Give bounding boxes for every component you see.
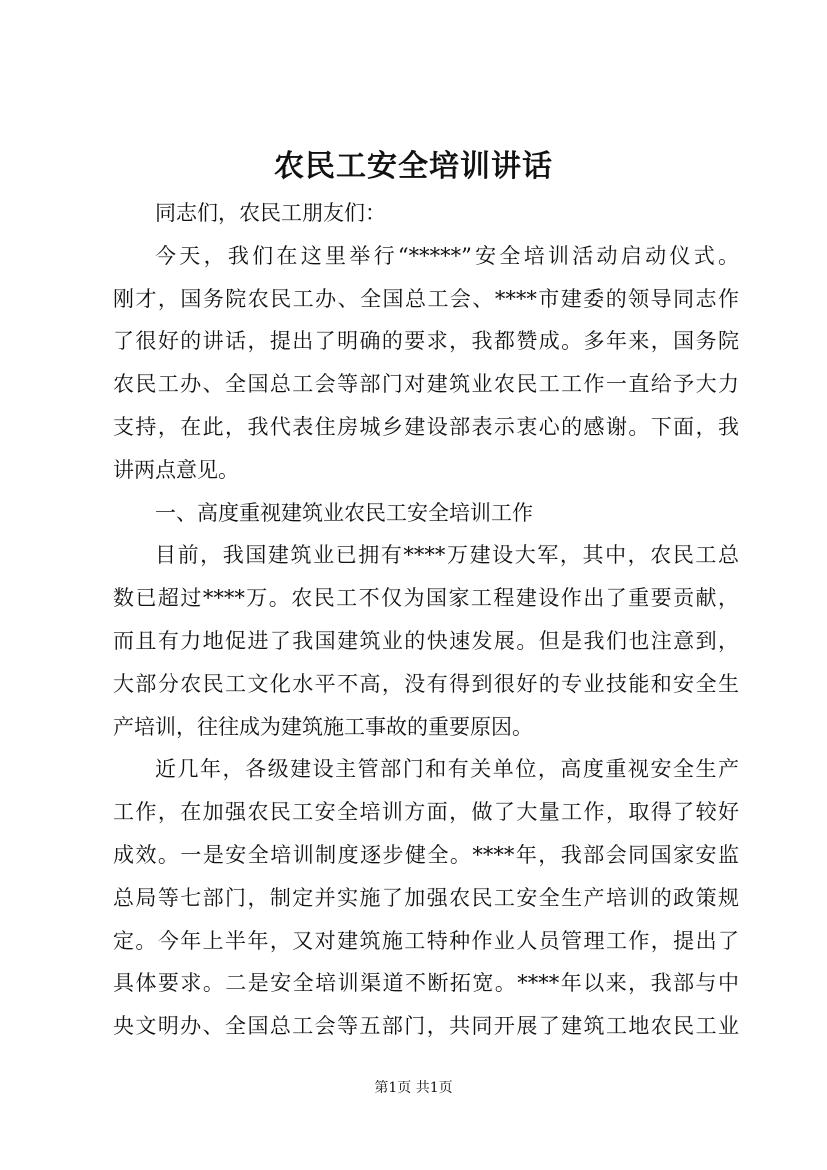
page-footer: 第1页 共1页: [374, 1080, 453, 1096]
section-heading: 一、高度重视建筑业农民工安全培训工作: [155, 500, 533, 525]
paragraph-line: 今天，我们在这里举行“*****”安全培训活动启动仪式。: [155, 243, 739, 268]
paragraph-line-salutation: 同志们，农民工朋友们：: [155, 201, 386, 225]
document-body: [113, 192, 739, 1048]
paragraph-line: 近几年，各级建设主管部门和有关单位，高度重视安全生产: [155, 757, 739, 782]
paragraph-line: 了很好的讲话，提出了明确的要求，我都赞成。多年来，国务院: [113, 329, 739, 354]
paragraph-line: 成效。一是安全培训制度逐步健全。****年，我部会同国家安监: [113, 842, 739, 867]
paragraph-line: 央文明办、全国总工会等五部门，共同开展了建筑工地农民工业: [113, 1014, 739, 1039]
paragraph-line: 定。今年上半年，又对建筑施工特种作业人员管理工作，提出了: [113, 928, 739, 953]
paragraph-line: 大部分农民工文化水平不高，没有得到很好的专业技能和安全生: [113, 671, 739, 696]
paragraph-line: 讲两点意见。: [113, 457, 239, 482]
paragraph-line: 数已超过****万。农民工不仅为国家工程建设作出了重要贡献，: [113, 586, 739, 611]
document-title: 农民工安全培训讲话: [274, 149, 553, 184]
paragraph-line: 具体要求。二是安全培训渠道不断拓宽。****年以来，我部与中: [113, 971, 739, 996]
paragraph-line: 工作，在加强农民工安全培训方面，做了大量工作，取得了较好: [113, 800, 739, 825]
paragraph-line: 农民工办、全国总工会等部门对建筑业农民工工作一直给予大力: [113, 372, 739, 397]
paragraph-line: 支持，在此，我代表住房城乡建设部表示衷心的感谢。下面，我: [113, 414, 739, 439]
paragraph-line: 而且有力地促进了我国建筑业的快速发展。但是我们也注意到，: [113, 628, 739, 653]
paragraph-line: 产培训，往往成为建筑施工事故的重要原因。: [113, 714, 533, 739]
paragraph-line: 刚才，国务院农民工办、全国总工会、****市建委的领导同志作: [113, 286, 739, 311]
paragraph-line: 目前，我国建筑业已拥有****万建设大军，其中，农民工总: [155, 543, 739, 568]
paragraph-line: 总局等七部门，制定并实施了加强农民工安全生产培训的政策规: [113, 885, 739, 910]
